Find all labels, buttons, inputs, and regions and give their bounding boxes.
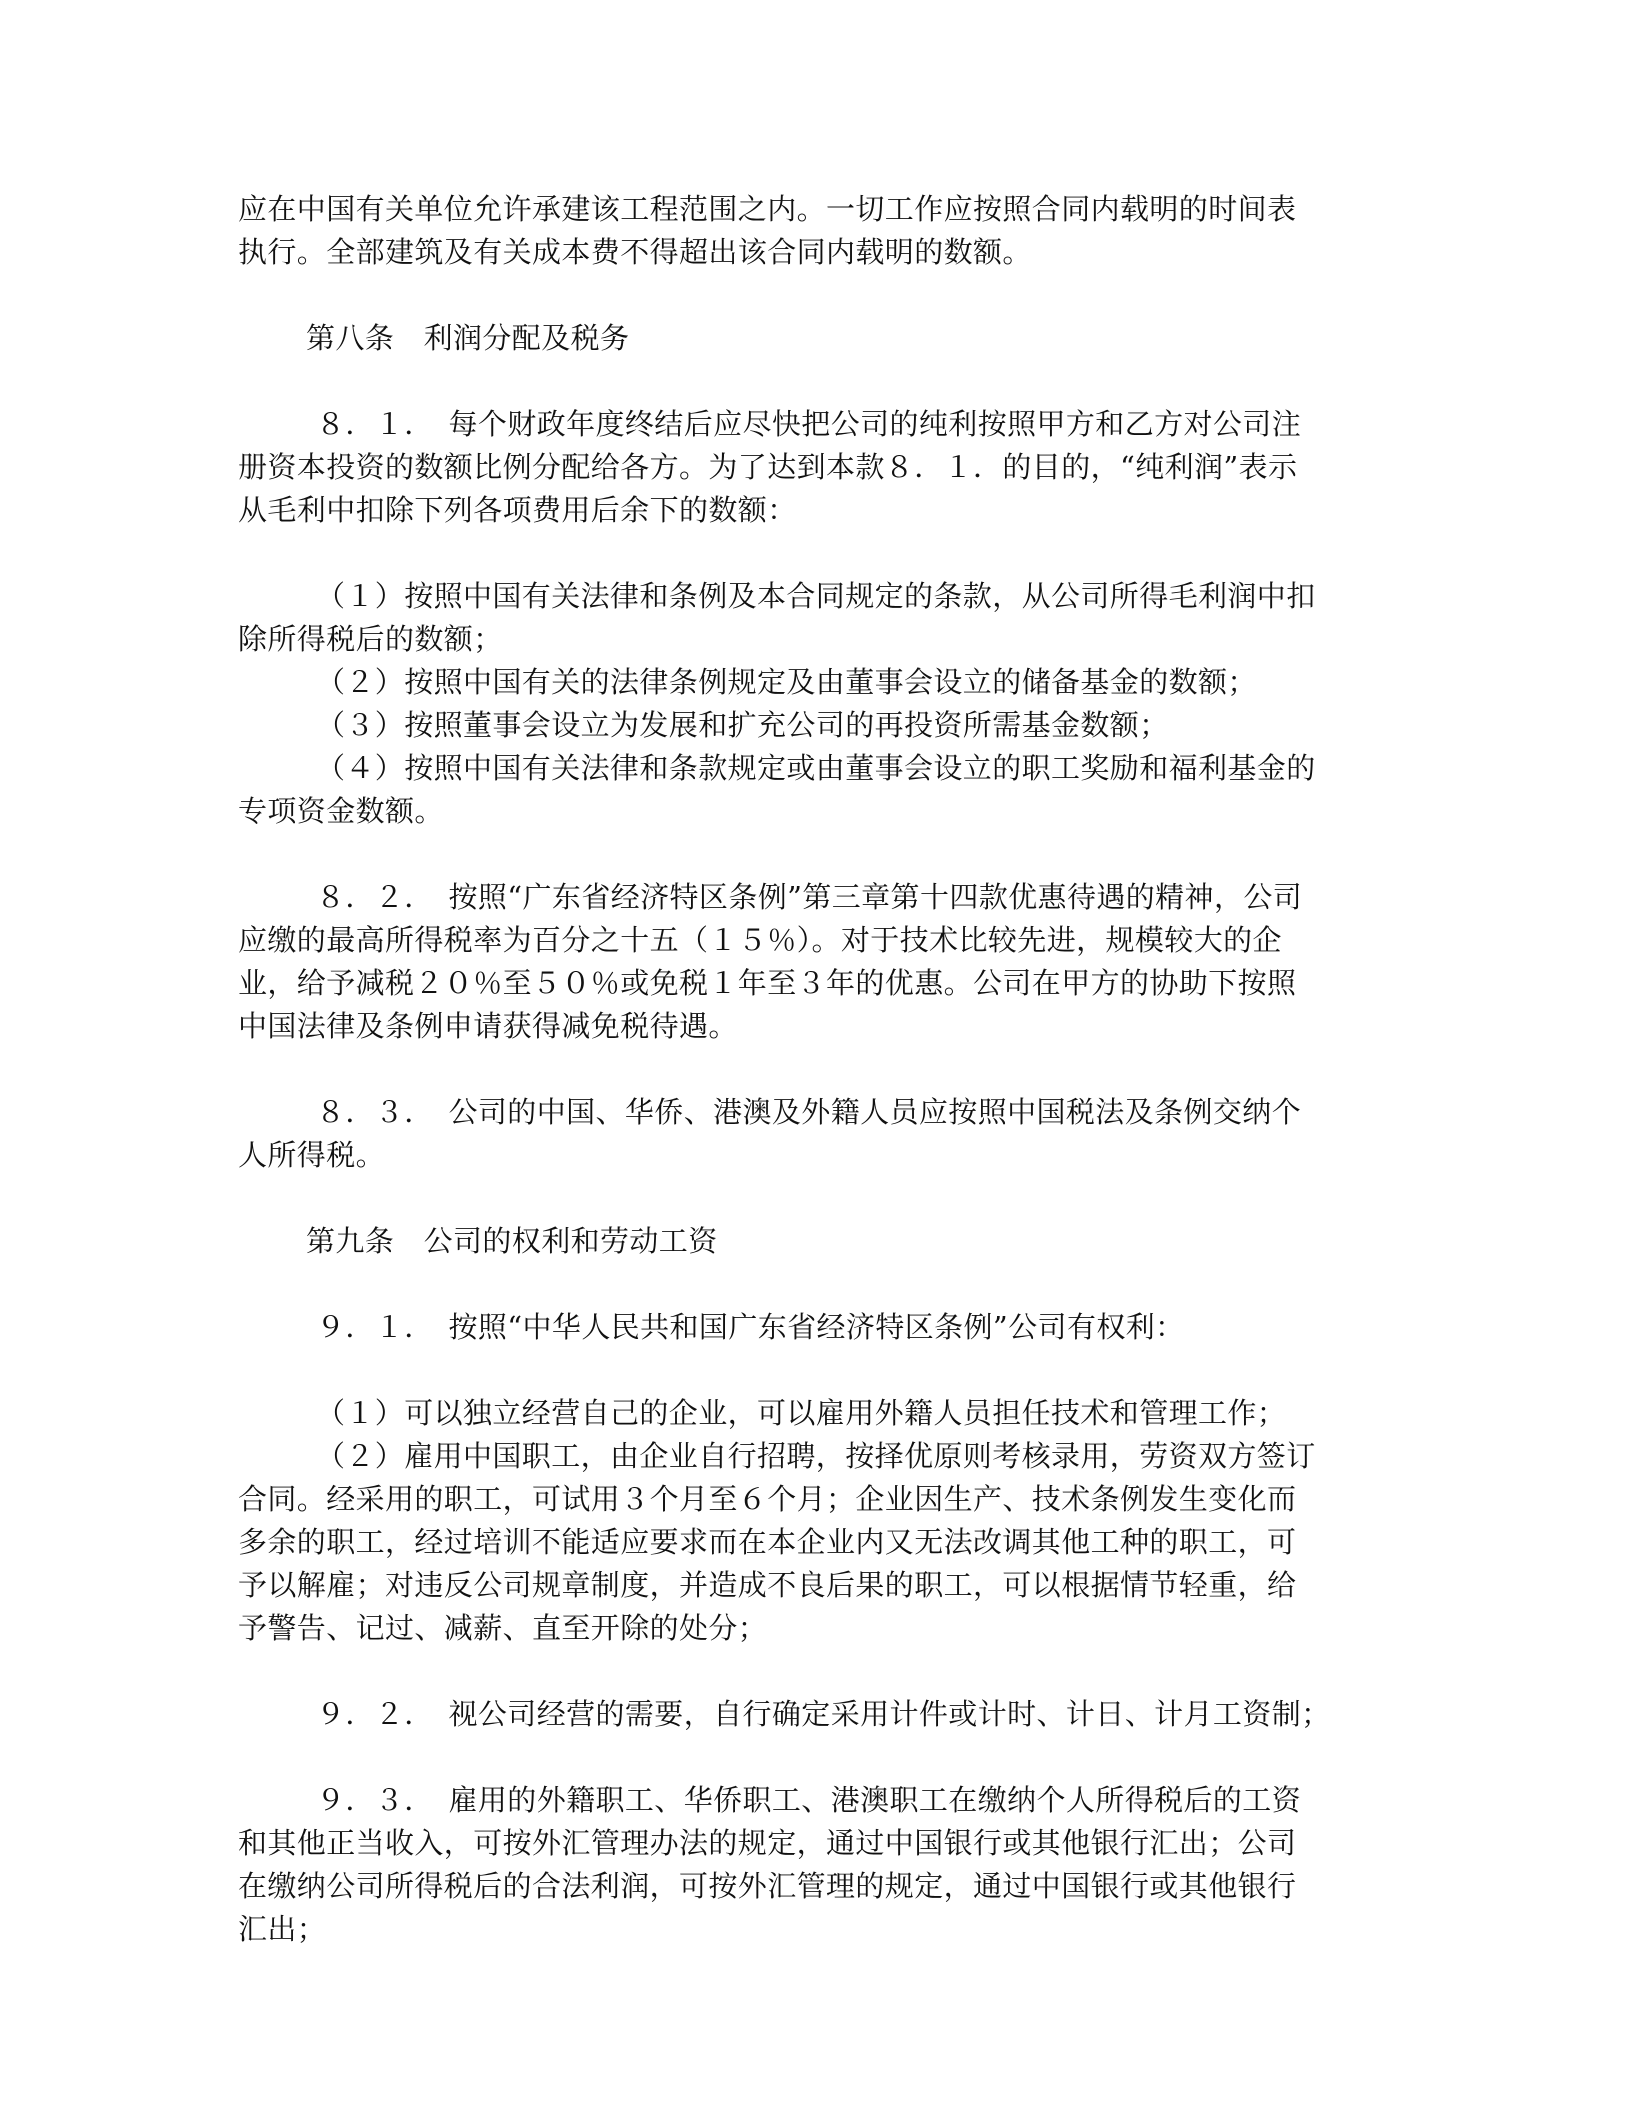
text-line: 在缴纳公司所得税后的合法利润，可按外汇管理的规定，通过中国银行或其他银行: [238, 1869, 1297, 1903]
document-body: [238, 188, 1388, 1951]
clause-8-2: [238, 876, 1388, 1048]
list-item-line: 予以解雇；对违反公司规章制度，并造成不良后果的职工，可以根据情节轻重，给: [238, 1568, 1297, 1602]
text-line: 应在中国有关单位允许承建该工程范围之内。一切工作应按照合同内载明的时间表: [238, 192, 1297, 226]
text-line: ９．３． 雇用的外籍职工、华侨职工、港澳职工在缴纳个人所得税后的工资: [316, 1783, 1302, 1817]
text-line: 汇出；: [238, 1912, 327, 1946]
list-item-line: 予警告、记过、减薪、直至开除的处分；: [238, 1611, 768, 1645]
list-item-line: （１）按照中国有关法律和条例及本合同规定的条款，从公司所得毛利润中扣: [316, 579, 1316, 613]
text-line: 执行。全部建筑及有关成本费不得超出该合同内载明的数额。: [238, 235, 1032, 269]
list-item-line: （２）按照中国有关的法律条例规定及由董事会设立的储备基金的数额；: [316, 665, 1257, 699]
list-item-line: 合同。经采用的职工，可试用３个月至６个月；企业因生产、技术条例发生变化而: [238, 1482, 1297, 1516]
article-9-heading: [238, 1220, 1388, 1263]
list-item-line: （３）按照董事会设立为发展和扩充公司的再投资所需基金数额；: [316, 708, 1169, 742]
paragraph-continued: [238, 188, 1388, 274]
article-8-heading: [238, 317, 1388, 360]
text-line: ８．３． 公司的中国、华侨、港澳及外籍人员应按照中国税法及条例交纳个: [316, 1095, 1302, 1129]
text-line: 业，给予减税２０％至５０％或免税１年至３年的优惠。公司在甲方的协助下按照: [238, 966, 1297, 1000]
clause-8-3: [238, 1091, 1388, 1177]
list-item-line: （４）按照中国有关法律和条款规定或由董事会设立的职工奖励和福利基金的: [316, 751, 1316, 785]
list-item-line: （２）雇用中国职工，由企业自行招聘，按择优原则考核录用，劳资双方签订: [316, 1439, 1316, 1473]
text-line: 应缴的最高所得税率为百分之十五（１５％）。对于技术比较先进，规模较大的企: [238, 923, 1282, 957]
clause-9-1: [238, 1306, 1388, 1349]
text-line: ９．１． 按照“中华人民共和国广东省经济特区条例”公司有权利：: [316, 1310, 1185, 1344]
text-line: ９．２． 视公司经营的需要，自行确定采用计件或计时、计日、计月工资制；: [316, 1697, 1331, 1731]
text-line: 从毛利中扣除下列各项费用后余下的数额：: [238, 493, 797, 527]
list-9-1: [238, 1392, 1388, 1650]
list-8-1: [238, 575, 1388, 833]
list-item-line: 专项资金数额。: [238, 794, 444, 828]
list-item-line: 除所得税后的数额；: [238, 622, 503, 656]
list-item-line: （１）可以独立经营自己的企业，可以雇用外籍人员担任技术和管理工作；: [316, 1396, 1287, 1430]
clause-9-3: [238, 1779, 1388, 1951]
heading-line: 第八条 利润分配及税务: [306, 321, 630, 355]
text-line: 人所得税。: [238, 1138, 386, 1172]
text-line: 中国法律及条例申请获得减免税待遇。: [238, 1009, 738, 1043]
clause-8-1: [238, 403, 1388, 532]
clause-9-2: [238, 1693, 1388, 1736]
text-line: ８．１． 每个财政年度终结后应尽快把公司的纯利按照甲方和乙方对公司注: [316, 407, 1302, 441]
list-item-line: 多余的职工，经过培训不能适应要求而在本企业内又无法改调其他工种的职工，可: [238, 1525, 1297, 1559]
text-line: 和其他正当收入，可按外汇管理办法的规定，通过中国银行或其他银行汇出；公司: [238, 1826, 1297, 1860]
text-line: ８．２． 按照“广东省经济特区条例”第三章第十四款优惠待遇的精神，公司: [316, 880, 1303, 914]
text-line: 册资本投资的数额比例分配给各方。为了达到本款８．１．的目的，“纯利润”表示: [238, 450, 1298, 484]
heading-line: 第九条 公司的权利和劳动工资: [306, 1224, 718, 1258]
